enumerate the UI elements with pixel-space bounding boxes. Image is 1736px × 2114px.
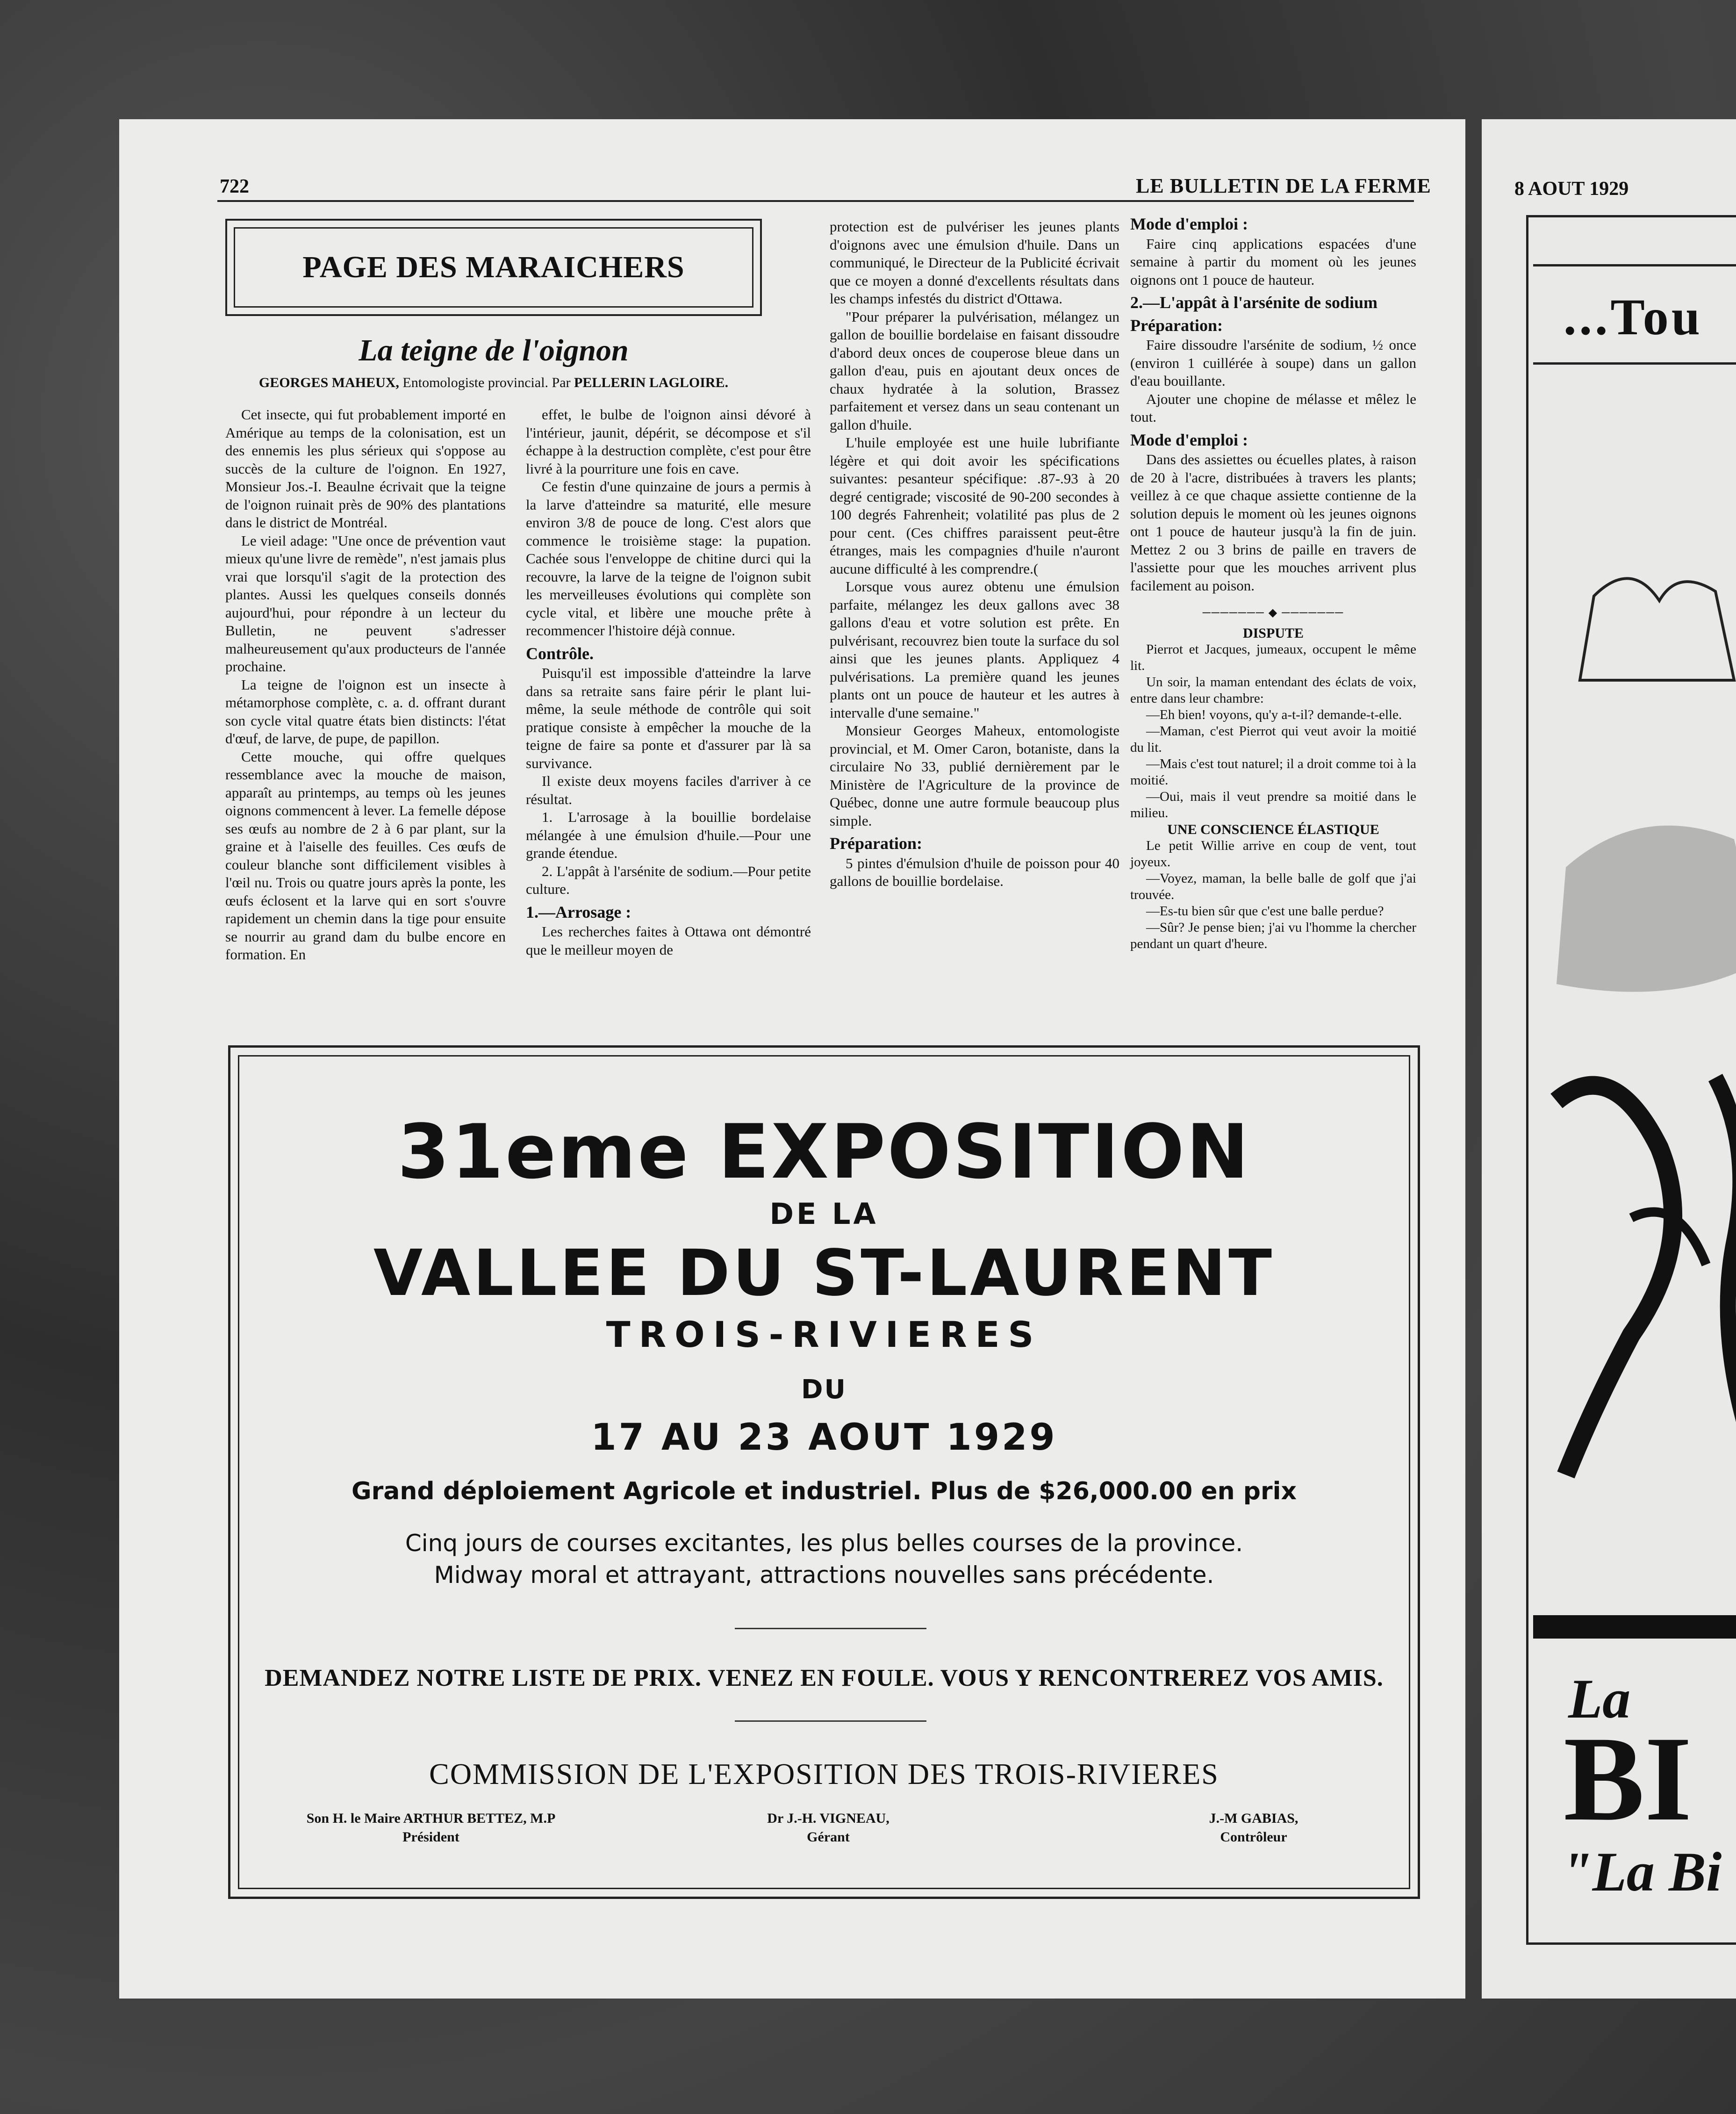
ad-divider <box>735 1720 926 1722</box>
ad-text: Midway moral et attrayant, attractions nouvelles sans précédente. <box>434 1561 1214 1589</box>
article-paragraph: "Pour préparer la pulvérisation, mélangez un gallon de bouillie bordelaise en faisant dissoudre d'abord deux onces de couperose bleue dans un gallon d'eau, puis en ajoutant deux onces de chaux hydratée à la solution, Brassez parfaitement et versez dans un seau contenant un gallon d'huile. <box>830 308 1119 433</box>
article-paragraph: Cet insecte, qui fut probablement importé en Amérique au temps de la colonisation, est un des ennemis les plus sérieux qui s'oppose au succès de la culture de l'oignon. En 1927, Monsieur Jos.-I. Beaulne écrivait que la teigne de l'oignon ruinait près de 90% des plantations dans le district de Montréal. <box>225 406 506 531</box>
joke-title: UNE CONSCIENCE ÉLASTIQUE <box>1167 821 1379 837</box>
ad-commission: COMMISSION DE L'EXPOSITION DES TROIS-RIVIERES <box>429 1757 1219 1790</box>
ornament-divider: ─────── ◆ ─────── <box>1202 607 1344 619</box>
facing-page-rule <box>1533 362 1736 365</box>
ad-headline: 31eme EXPOSITION <box>397 1108 1251 1195</box>
facing-page-fragment <box>1482 119 1736 1999</box>
facing-page-brand: BI <box>1564 1711 1692 1846</box>
exposition-advertisement <box>228 1045 1420 1899</box>
section-title-box <box>225 219 762 316</box>
facing-page-la: La <box>1568 1668 1631 1730</box>
article-column-3 <box>830 218 1119 891</box>
joke-line: —Sûr? Je pense bien; j'ai vu l'homme la chercher pendant un quart d'heure. <box>1130 920 1416 951</box>
ad-city: TROIS-RIVIERES <box>606 1314 1042 1355</box>
article-paragraph: Cette mouche, qui offre quelques ressemblance avec la mouche de maison, apparaît au printemps, au temps où les jeunes oignons commencent à lever. La femelle dépose ses œufs au nombre de 2 à 6 par plant, sur la graine et à l'aiselle des feuilles. Ces œufs de couleur blanche sont difficilement visibles à l'œil nu. Trois ou quatre jours après la ponte, les œufs éclosent et la larve qui en sort s'ouvre rapidement un chemin dans la tige pour ensuite se nourrir au grand dam du bulbe encore en formation. En <box>225 748 506 963</box>
facing-page-bar <box>1533 1615 1736 1639</box>
joke-line: Pierrot et Jacques, jumeaux, occupent le même lit. <box>1130 641 1416 673</box>
joke-line: —Eh bien! voyons, qu'y a-t-il? demande-t-elle. <box>1146 707 1402 722</box>
ad-signature <box>267 1809 595 1847</box>
article-paragraph: Faire dissoudre l'arsénite de sodium, ½ once (environ 1 cuillérée à soupe) dans un gallon d'eau bouillante. <box>1130 337 1416 389</box>
subheading-arrosage: 1.—Arrosage : <box>526 902 631 921</box>
subheading-mode-emploi: Mode d'emploi : <box>1130 215 1248 233</box>
joke-line: Un soir, la maman entendant des éclats de voix, entre dans leur chambre: <box>1130 674 1416 706</box>
article-paragraph: Le vieil adage: "Une once de prévention vaut mieux qu'une livre de remède", n'est jamais plus vrai que lorsqu'il s'agit de la protection des plantes. Aussi les quelques conseils donnés aujourd'hui, pour répondre à un lecteur du Bulletin, ne peuvent s'adresser malheureusement qu'aux producteurs de l'année prochaine. <box>225 532 506 675</box>
page-number: 722 <box>220 176 249 197</box>
ad-signature <box>707 1809 950 1847</box>
subheading-appat: 2.—L'appât à l'arsénite de sodium <box>1130 293 1378 312</box>
byline-role: Entomologiste provincial. Par <box>402 375 571 390</box>
article-paragraph: Dans des assiettes ou écuelles plates, à raison de 20 à l'acre, distribuées à travers les plants; veillez à ce que chaque assiette contienne de la solution depuis le moment où les jeunes oignons ont 1 pouce de hauteur jusqu'à la fin de juin. Mettez 2 ou 3 brins de paille en travers de l'assiette pour que les mouches arrivent plus facilement au poison. <box>1130 451 1416 594</box>
article-paragraph: 5 pintes d'émulsion d'huile de poisson pour 40 gallons de bouillie bordelaise. <box>830 855 1119 889</box>
ad-tagline: Grand déploiement Agricole et industriel. Plus de $26,000.00 en prix <box>351 1477 1297 1505</box>
byline-author: PELLERIN LAGLOIRE. <box>574 375 729 390</box>
signature-title: Contrôleur <box>1220 1829 1287 1845</box>
joke-title: DISPUTE <box>1242 625 1304 641</box>
article-paragraph: Faire cinq applications espacées d'une semaine à partir du moment où les jeunes oignons ont 1 pouce de hauteur. <box>1130 235 1416 288</box>
article-paragraph: 1. L'arrosage à la bouillie bordelaise mélangée à une émulsion d'huile.—Pour une grande étendue. <box>526 809 811 861</box>
byline-author: GEORGES MAHEUX, <box>258 375 399 390</box>
signature-title: Président <box>402 1829 459 1845</box>
facing-page-rule <box>1533 264 1736 266</box>
article-paragraph: Lorsque vous aurez obtenu une émulsion parfaite, mélangez les deux gallons avec 38 gallons d'eau et votre solution est prête. En pulvérisant, recouvrez bien toute la surface du sol ainsi que les jeunes plants. Appliquez 4 pulvérisations. La première quand les jeunes plants ont un pouce de hauteur et les autres à intervalle d'une semaine." <box>830 578 1119 721</box>
facing-page-date: 8 AOUT 1929 <box>1514 178 1629 200</box>
subheading-mode-emploi: Mode d'emploi : <box>1130 430 1248 449</box>
article-paragraph: Les recherches faites à Ottawa ont démontré que le meilleur moyen de <box>526 923 811 958</box>
article-paragraph: Ajouter une chopine de mélasse et mêlez le tout. <box>1130 390 1416 425</box>
article-paragraph: Ce festin d'une quinzaine de jours a permis à la larve d'atteindre sa maturité, elle mesure environ 3/8 de pouce de long. C'est alors que commence le troisième stage: la pupation. Cachée sous l'enveloppe de chitine durci qui la recouvre, la larve de la teigne de l'oignon subit les merveilleuses évolutions qui complète son cycle vital, et libère une mouche prête à recommencer l'histoire déjà connue. <box>526 478 811 639</box>
joke-line: —Voyez, maman, la belle balle de golf que j'ai trouvée. <box>1130 870 1416 902</box>
signature-name: Dr J.-H. VIGNEAU, <box>767 1811 890 1826</box>
article-paragraph: 2. L'appât à l'arsénite de sodium.—Pour petite culture. <box>526 863 811 897</box>
header-rule <box>217 200 1414 202</box>
joke-line: —Maman, c'est Pierrot qui veut avoir la moitié du lit. <box>1130 723 1416 755</box>
signature-name: Son H. le Maire ARTHUR BETTEZ, M.P <box>306 1811 556 1826</box>
article-paragraph: La teigne de l'oignon est un insecte à métamorphose complète, c. a. d. offrant durant son cycle vital quatre états bien distincts: l'état d'œuf, de larve, de pupe, de papillon. <box>225 676 506 747</box>
ad-divider <box>735 1628 926 1629</box>
article-paragraph: protection est de pulvériser les jeunes plants d'oignons avec une émulsion d'huile. Dans un communiqué, le Directeur de la Publicité écrivait que ce moyen a donné d'excellents résultats dans les champs infestés du district d'Ottawa. <box>830 218 1119 307</box>
article-paragraph: L'huile employée est une huile lubrifiante légère et qui doit avoir les spécifications suivantes: pesanteur spécifique: .87-.93 à 20 degré centigrade; viscosité de 90-200 secondes à 100 degrés Fahrenheit; volatilité pas plus de 2 pour cent. (Ces chiffres paraissent peut-être étranges, mais les compagnies d'huile n'auront aucune difficulté à les comprendre.( <box>830 434 1119 577</box>
signature-title: Gérant <box>807 1829 850 1845</box>
article-column-2 <box>526 406 811 959</box>
subheading-preparation: Préparation: <box>830 834 922 853</box>
facing-page-headline: ...Tou <box>1564 288 1703 345</box>
advertisement-inner-frame <box>238 1055 1410 1889</box>
ad-text: Cinq jours de courses excitantes, les plus belles courses de la province. <box>405 1530 1243 1557</box>
joke-line: —Es-tu bien sûr que c'est une balle perdue? <box>1146 903 1384 919</box>
ad-headline: VALLEE DU ST-LAURENT <box>373 1237 1275 1310</box>
ad-line: DE LA <box>769 1197 879 1231</box>
ad-signature <box>1151 1809 1356 1847</box>
article-paragraph: Puisqu'il est impossible d'atteindre la larve dans sa retraite sans faire périr le plant lui-même, la seule méthode de contrôle qui soit pratique consiste à empêcher la mouche de la teigne de faire sa ponte et d'assurer par là sa survivance. <box>526 665 811 771</box>
signature-name: J.-M GABIAS, <box>1209 1811 1298 1826</box>
publication-title: LE BULLETIN DE LA FERME <box>1136 174 1431 197</box>
joke-line: —Mais c'est tout naturel; il a droit comme toi à la moitié. <box>1130 756 1416 788</box>
joke-line: Le petit Willie arrive en coup de vent, tout joyeux. <box>1130 838 1416 870</box>
article-paragraph: Il existe deux moyens faciles d'arriver à ce résultat. <box>526 773 811 807</box>
section-title: PAGE DES MARAICHERS <box>234 227 753 308</box>
ad-call-to-action: DEMANDEZ NOTRE LISTE DE PRIX. VENEZ EN FOULE. VOUS Y RENCONTREREZ VOS AMIS. <box>265 1665 1384 1691</box>
facing-page-illustration <box>1538 540 1736 1522</box>
byline <box>225 375 762 391</box>
article-column-1 <box>225 406 506 964</box>
article-paragraph: Monsieur Georges Maheux, entomologiste provincial, et M. Omer Caron, botaniste, dans la circulaire No 33, publié dernièrement par le Ministère de l'Agriculture de la province de Québec, donne une autre formule beaucoup plus simple. <box>830 722 1119 829</box>
subheading-preparation: Préparation: <box>1130 316 1223 335</box>
ad-dates: 17 AU 23 AOUT 1929 <box>591 1417 1057 1459</box>
article-column-4 <box>1130 215 1416 952</box>
ad-line: DU <box>801 1374 847 1405</box>
article-paragraph: effet, le bulbe de l'oignon ainsi dévoré à l'intérieur, jaunit, dépérit, se décompose et s'il échappe à la destruction complète, c'est pour être livré à la pourriture une fois en cave. <box>526 406 811 477</box>
facing-page-slogan: "La Bi <box>1561 1841 1722 1903</box>
subheading-controle: Contrôle. <box>526 644 594 663</box>
joke-line: —Oui, mais il veut prendre sa moitié dans le milieu. <box>1130 789 1416 820</box>
article-title: La teigne de l'oignon <box>359 333 629 367</box>
jokes-section <box>1130 625 1416 952</box>
